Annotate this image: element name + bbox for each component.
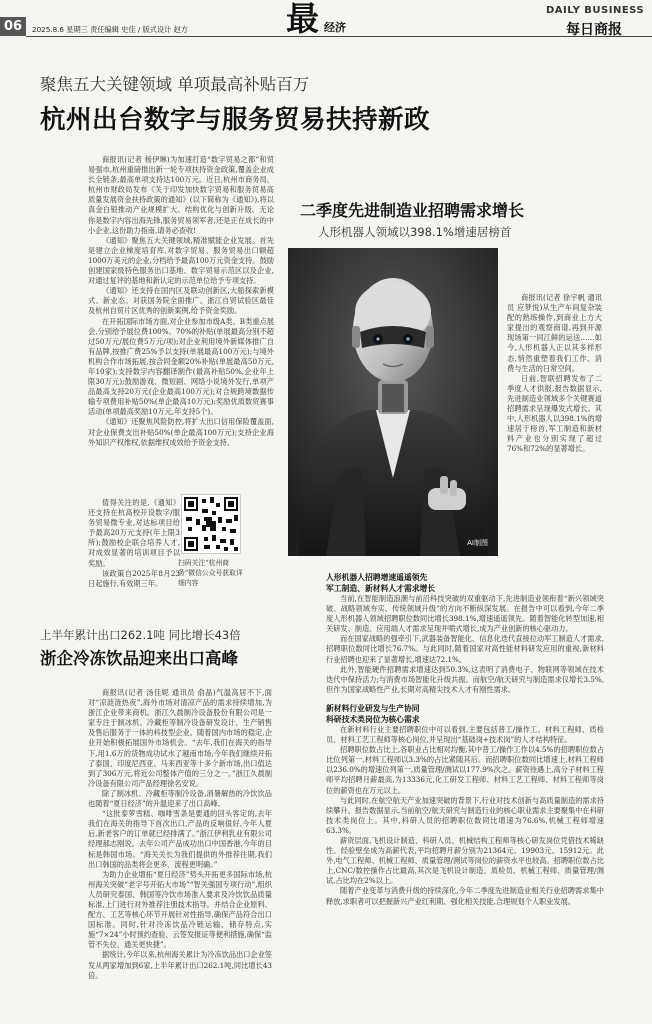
article1-kicker: 聚焦五大关键领域 单项最高补贴百万 xyxy=(40,75,310,94)
qr-code[interactable] xyxy=(181,494,241,554)
article2-intro xyxy=(507,293,602,455)
article1-para-2: 《通知》聚焦五大关键领域,精准赋能企业发展。首先是建立企业梯度培育库,对数字贸易、服务贸易出口额超1000万美元的企业,分档给予最高100万元资金支持。鼓励创建国家级特色服务出口基地、数字贸易示范区以及企业,对通过复评的基地和新认定的示范单位给予专项支持。 xyxy=(88,235,274,286)
article3-para-1: 商报讯(记者 汤佳妮 通讯员 俞晶)气温高居不下,面对“凉涟涟热夜”,海外市场对清凉产品的需求持续增加,为浙江企业带来商机。浙江久晨制冷设备股份有限公司是一家专注于制冰机、冷藏柜等制冷设备研发设计、生产销售及售后服务于一体的科技型企业。随着国内市场的稳定,企业开始积极拓展国外市场机会。“去年,我们在海关的指导下,用1.6万的货物成功试水了越南市场,今年我们继续开拓了泰国、印度尼西亚、马来西亚等十多个新市场,出口值达到了306万元,将近公司整体产值的三分之一。”浙江久晨制冷设备有限公司产品经理徐名安说。 xyxy=(88,688,272,788)
article3-kicker: 上半年累计出口262.1吨 同比增长43倍 xyxy=(40,628,241,642)
article2-intro-para-1: 商报讯(记者 徐宇帆 通讯员 应梦悦)从生产车间复杂装配的熟练操作,到商业上方大家提出的观察商谱,再到开源现场第一同江鲜的运送……如今,人形机器人正以其多样形态,悄然重塑着我们工作、消费与生活的日常空间。 xyxy=(507,293,602,373)
qr-code-graphic xyxy=(182,495,240,553)
article1-body-lower xyxy=(88,498,180,589)
article1-headline: 杭州出台数字与服务贸易扶持新政 xyxy=(40,105,431,135)
article2-s2-para-1: 在新材料行业主要招聘职位中可以看到,主要包括普工/操作工、材料工程师、质检员、材料工艺工程师等核心岗位,并呈现出“基础岗+技术岗”的人才结构特征。 xyxy=(326,724,604,745)
english-title: DAILY BUSINESS xyxy=(546,5,645,16)
article1-body xyxy=(88,155,274,448)
article2-s2-para-4: 薪资层面,飞机设计制造、科研人员、机械结构工程师等核心研发岗位凭借技术稀缺性、经验壁垒成为高薪代表,平均招聘月薪分别为21364元、19903元、15912元。此外,电气工程师、机械工程师、质量管理/测试等岗位的薪资水平也较高。招聘职位数占比上,CNC/数控操作占比最高,其次是飞机设计制造、质检员、机械工程师、质量管理/测试,占比均在2%以上。 xyxy=(326,835,604,886)
article2-intro-para-2: 日前,智联招聘发布了二季度人才供报,报告数据显示,先进制造业领域多个关键赛道招聘需求呈现爆发式增长。其中,人形机器人以398.1%的增速居于榜首,军工制造和新材料产业也分别实现了超过76%和72%的显著增长。 xyxy=(507,373,602,454)
article2-deck: 人形机器人领域以398.1%增速居榜首 xyxy=(318,225,512,239)
article3-para-3: “这批泰萝雪糕、咖啡雪条是要通的回头客定的,去年我们在海关的指导下首次出口,产品的反响很好,今年人夏后,新老客户的订单就已经排满了。”浙江伊利乳业有限公司经理郝志刚说。去年公司产品成功出口中国香港,今年的目标是韩国市场。“海关关长为我们提供的外推荐往期,我们出口韩国的品类将会更多、流程更明确。” xyxy=(88,809,272,869)
article2-s2-para-2: 招聘职位数占比上,各职业占比相对均衡,其中普工/操作工作以4.5%的招聘职位数占比位列第一,材料工程师以3.3%的占比紧随其后。而招聘职位数同比增速上,材料工程师以236.0%的增速位列第一,质量管理/测试以177.9%次之。薪资待遇上,高分子材料工程师平均招聘月薪最高,为13336元,化工研发工程师、材料工艺工程师、材料工程师等岗位的薪资也在万元以上。 xyxy=(326,745,604,795)
article1-para-1: 商报讯(记者 杨伊琳)为加速打造“数字贸易之都”和贸易强市,杭州重磅推出新一轮专项扶持资金政策,覆盖企业成长全链条,最高单项支持达100万元。近日,杭州市商务局、杭州市财政局发布《关于印发加快数字贸易和服务贸易高质量发展资金扶持政策的通知》(以下简称为《通知》),将以真金白银推动产业规模扩大、结构优化与创新升级。无论你是数字内容出海先锋,服务贸易领军者,还是正在成长的中小企业,这份助力指南,请务必查收! xyxy=(88,155,274,235)
article2-s1-para-1: 当前,在智能制造浪潮与前沿科技突破的双重驱动下,先进制造业领衔着“新兴领域突破、战略领域夯实、传统领域升级”的方向不断纵深发展。在报告中可以看到,今年二季度人形机器人领域招聘职位数同比增长398.1%,增速遥遥领先。随着智能化转型加速,相关研发、制造、应用端人才需求呈现井喷式增长,成为产业创新的核心驱动力。 xyxy=(326,594,604,634)
qr-caption: 扫码关注“杭州商务”微信公众号获取详细内容 xyxy=(178,559,243,587)
header-rule xyxy=(26,36,652,37)
article2-body xyxy=(326,572,604,907)
paper-title: 每日商报 xyxy=(566,22,622,38)
article3-body xyxy=(88,688,272,981)
section-label: 经济 xyxy=(324,21,346,34)
article1-para-3: 《通知》还支持在国内区及联动创新区,大船探索新模式、新业态。对获国务院全面推广、浙江自贸试验区最佳及杭州自贸片区优秀的创新案例,给予资金奖励。 xyxy=(88,286,274,316)
section-big-char: 最 xyxy=(286,0,319,38)
date-line: 2025.8.6 星期三 责任编辑 史佳 / 版式设计 赵方 xyxy=(32,25,188,34)
page-number: 06 xyxy=(0,17,26,36)
article1-para-7: 该政策自2025年8月23日起施行,有效期三年。 xyxy=(88,568,180,588)
robot-illustration xyxy=(288,248,498,556)
article2-s2-para-3: 与此同时,在航空航天产业加速突破的背景下,行业对技术创新与高质量制造的需求持续攀升。报告数据显示,当前航空/航天研究与制造行业的核心职业需求主要聚集中在科研技术类岗位上。其中,科研人员的招聘职位数同比增速为76.6%,机械工程师增速63.3%。 xyxy=(326,795,604,835)
article1-para-6: 值得关注的是,《通知》还支持在杭高校开设数字/服务贸易微专业,对达标项目给予最高20万元支持(年上限3所);鼓励校企联合培养人才,对成效显著的培训项目予以奖励。 xyxy=(88,498,180,568)
article2-s2-para-5: 随着产业变革与消费升级的持续深化,今年二季度先进制造业相关行业招聘需求集中释放,求职者可以把握新兴产业红利期、强化相关技能,合理规划个人职业发展。 xyxy=(326,886,604,906)
masthead xyxy=(0,0,652,44)
article2-s1-para-2: 而在国家战略的强牵引下,武器装备智能化、信息化迭代直接拉动军工制造人才需求,招聘职位数同比增长76.7%。与此同时,随着国家对高性能材料研发应用的重视,新材料行业招聘也迎来了显著增长,增速达72.1%。 xyxy=(326,634,604,664)
article2-headline: 二季度先进制造业招聘需求增长 xyxy=(300,201,525,220)
article3-para-4: 为助力企业增拓“夏日经济”势头开拓更多国际市场,杭州海关突破“老字号开拓大市场”“智关强国专项行动”,组织人员研究泰国、韩国等冷饮市场准入要求及冷饮饮品质量标准,上门进行对外推荐注册技术指导。并结合企业原料、配方、工艺等核心环节开展针对性指导,确保产品符合出口国标准。同时,针对冷冻饮品冷链运输、储存特点,实施“7×24”小时预约查验、云签发报证等便利措施,确保“监管不失位、通关更快捷”。 xyxy=(88,869,272,950)
article3-para-2: 除了制冰机、冷藏柜等制冷设备,消暑解热的冷饮饮品也随着“夏日经济”的升温迎来了出口高峰。 xyxy=(88,788,272,809)
image-credit: AI制图 xyxy=(467,539,488,547)
article3-para-5: 据统计,今年以来,杭州海关累计为冷冻饮品出口企业签发从两家增加到6家,上半年累计出口262.1吨,同比增长43倍。 xyxy=(88,950,272,980)
article1-para-5: 《通知》还聚焦风险防控,将扩大出口信用保险覆盖面,对企业保费支出补贴50%(单企最高100万元);支持企业海外知识产权维权,依据维权成效给予资金支持。 xyxy=(88,417,274,447)
robot-image xyxy=(288,248,498,556)
article2-section1-title: 人形机器人招聘增速遥遥领先 军工制造、新材料人才需求增长 xyxy=(326,573,436,593)
article1-para-4: 在开拓国际市场方面,对企业参加市级A类、B类重点展会,分别给予展位费100%、70%的补贴(单展最高分别不超过50万元/展位费5万元/项);对企业利用境外新媒体推广自有品牌,按推广费25%予以支持(单展最高100万元);与境外机构合作市场拓展,按合同金额20%补贴(单展最高50万元,年10家);支持数字内容翻译制作(最高补贴50%,企业年上限30万元);鼓励游戏、微短剧、网络小说境外发行,单项产品最高支持20万元(企业最高100万元);对合规跨境数据传输专项费用补贴50%(单企最高10万元);奖励优质数贸赛事活动(单项最高奖励10万元,年支持5个)。 xyxy=(88,316,274,417)
article2-s1-para-3: 此外,智能硬件招聘需求增速达到50.3%,这表明了消费电子、物联网等领域在技术迭代中保持活力;与消费市场智能化升级共振。而航空/航天研究与制造需求仅增长3.5%,但作为国家战略性产业,长期对高精尖技术人才有刚性需求。 xyxy=(326,664,604,694)
article2-section2-title: 新材料行业研发与生产协同 科研技术类岗位为核心需求 xyxy=(326,703,420,724)
article3-headline: 浙企冷冻饮品迎来出口高峰 xyxy=(40,649,238,668)
